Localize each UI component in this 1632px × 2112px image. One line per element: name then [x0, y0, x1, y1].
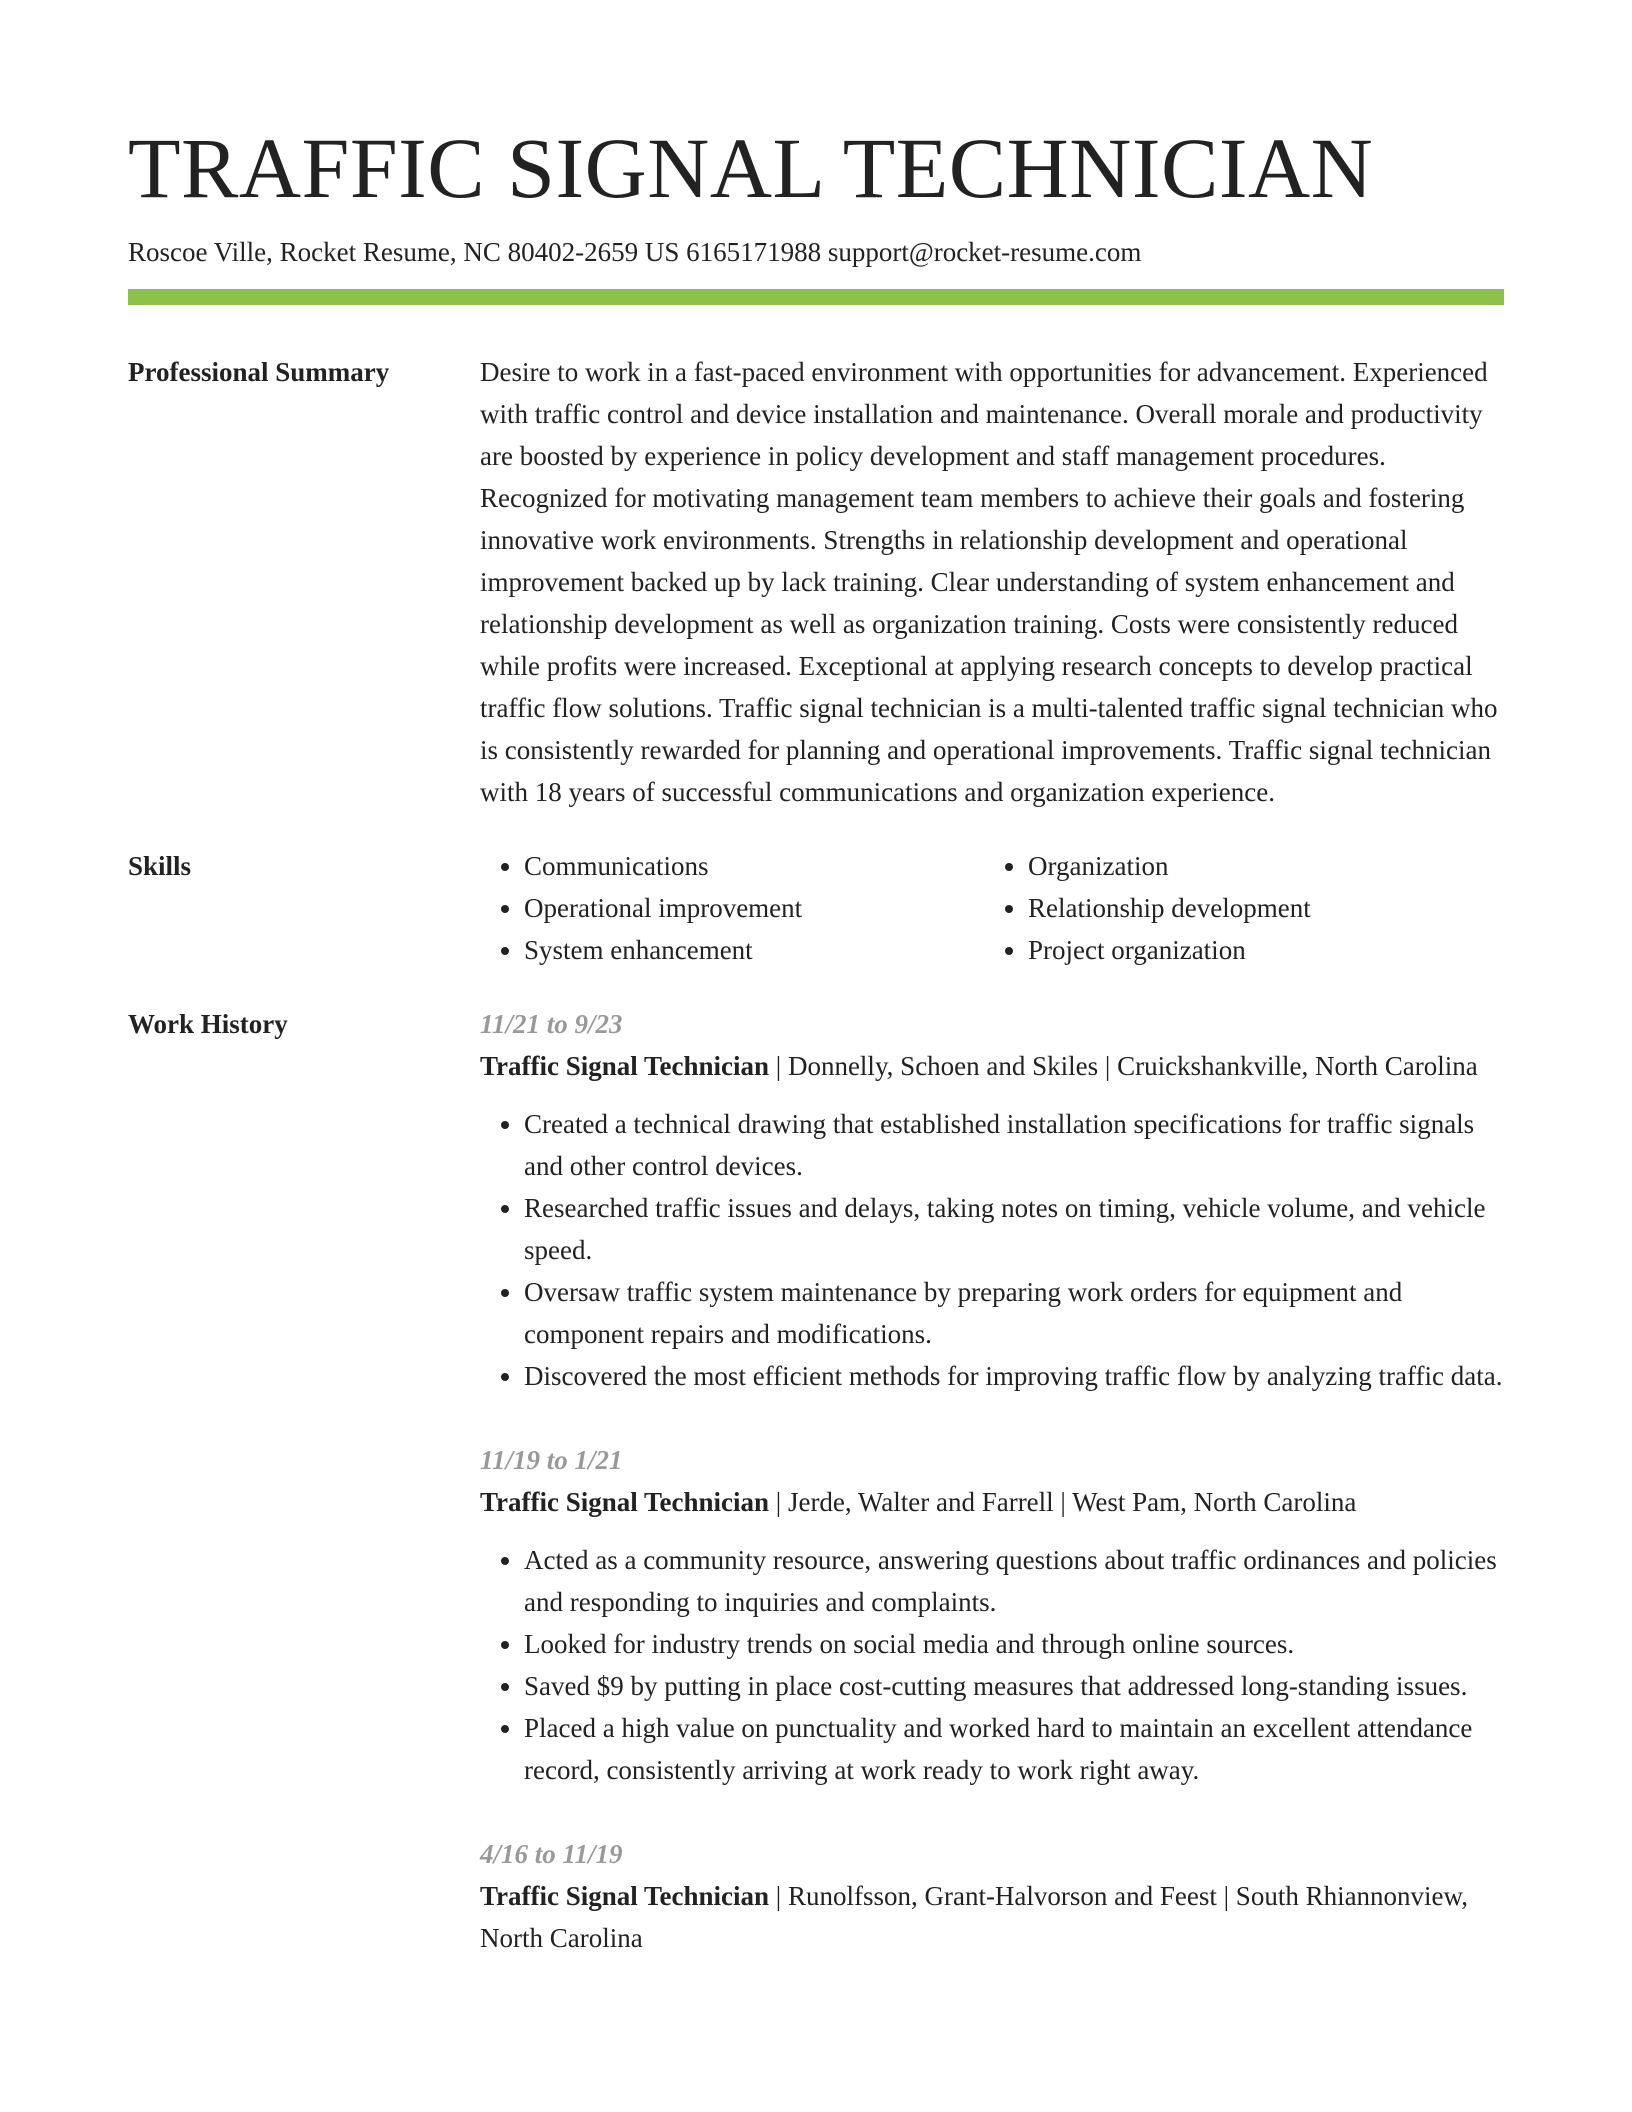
job-heading [480, 1045, 1504, 1087]
resume-name: TRAFFIC SIGNAL TECHNICIAN [128, 120, 1374, 216]
job-bullet: • Placed a high value on punctuality and worked hard to maintain an excellent attendance record, consistently arriving at work ready to work right away. [524, 1707, 1504, 1791]
work-history-list [480, 1003, 1504, 2001]
skill-item: • Organization [1028, 845, 1504, 887]
contact-line: Roscoe Ville, Rocket Resume, NC 80402-2659 US 6165171988 support@rocket-resume.com [128, 237, 1142, 267]
job-bullet: • Saved $9 by putting in place cost-cutting measures that addressed long-standing issues. [524, 1665, 1504, 1707]
header-divider [128, 289, 1504, 305]
job-bullets [480, 1539, 1504, 1791]
summary-text: Desire to work in a fast-paced environment with opportunities for advancement. Experienced with traffic control and device installation and maintenance. Overall morale and productivity are boosted by experience in policy development and staff management procedures. Recognized for motivating management team members to achieve their goals and fostering innovative work environments. Strengths in relationship development and operational improvement backed up by lack training. Clear understanding of system enhancement and relationship development as well as organization training. Costs were consistently reduced while profits were increased. Exceptional at applying research concepts to develop practical traffic flow solutions. Traffic signal technician is a multi-talented traffic signal technician who is consistently rewarded for planning and operational improvements. Traffic signal technician with 18 years of successful communications and organization experience. [480, 357, 1498, 807]
summary-label: Professional Summary [128, 357, 390, 387]
job-bullet: • Acted as a community resource, answering questions about traffic ordinances and policies and responding to inquiries and complaints. [524, 1539, 1504, 1623]
job-entry [480, 1833, 1504, 1959]
job-bullet: • Researched traffic issues and delays, taking notes on timing, vehicle volume, and vehicle speed. [524, 1187, 1504, 1271]
work-history-label: Work History [128, 1009, 288, 1039]
job-title: Traffic Signal Technician [480, 1487, 770, 1517]
job-title: Traffic Signal Technician [480, 1881, 770, 1911]
work-history-section [128, 1003, 1504, 2001]
skill-item: • Relationship development [1028, 887, 1504, 929]
job-bullet: • Created a technical drawing that established installation specifications for traffic signals and other control devices. [524, 1103, 1504, 1187]
job-bullets [480, 1103, 1504, 1397]
skill-item: • Communications [524, 845, 984, 887]
job-bullet: • Oversaw traffic system maintenance by preparing work orders for equipment and component repairs and modifications. [524, 1271, 1504, 1355]
skills-list [480, 845, 1504, 971]
job-heading [480, 1481, 1504, 1523]
job-bullet: • Looked for industry trends on social media and through online sources. [524, 1623, 1504, 1665]
skills-column-right [984, 845, 1504, 971]
skill-item: • Project organization [1028, 929, 1504, 971]
job-employer-location: | Donnelly, Schoen and Skiles | Cruickshankville, North Carolina [769, 1051, 1478, 1081]
skill-item: • Operational improvement [524, 887, 984, 929]
job-entry [480, 1439, 1504, 1791]
job-dates: 11/19 to 1/21 [480, 1445, 623, 1475]
job-title: Traffic Signal Technician [480, 1051, 770, 1081]
skills-label: Skills [128, 851, 192, 881]
job-heading [480, 1875, 1504, 1959]
job-employer-location: | Runolfsson, Grant-Halvorson and Feest | South Rhiannonview, North Carolina [480, 1881, 1469, 1953]
job-dates: 4/16 to 11/19 [480, 1839, 623, 1869]
skills-section [128, 845, 1504, 971]
summary-section [128, 351, 1504, 813]
skills-column-left [480, 845, 984, 971]
job-employer-location: | Jerde, Walter and Farrell | West Pam, North Carolina [769, 1487, 1357, 1517]
job-bullet: • Discovered the most efficient methods for improving traffic flow by analyzing traffic data. [524, 1355, 1504, 1397]
job-entry [480, 1003, 1504, 1397]
job-dates: 11/21 to 9/23 [480, 1009, 623, 1039]
resume-page [128, 0, 1504, 2001]
skill-item: • System enhancement [524, 929, 984, 971]
